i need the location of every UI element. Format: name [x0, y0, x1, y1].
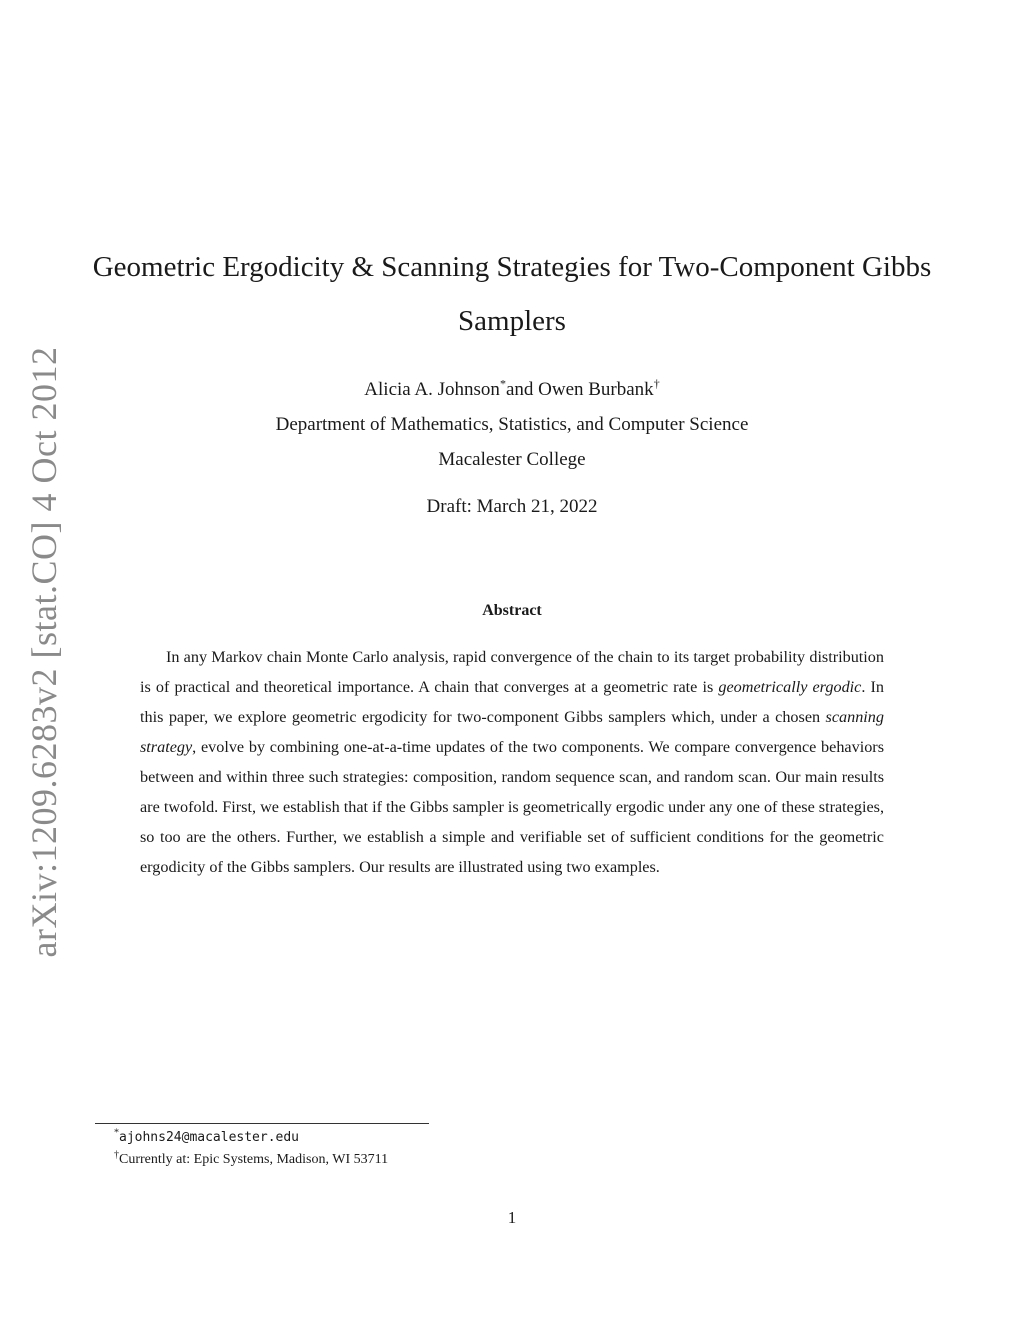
author-2-name: and Owen Burbank: [505, 379, 654, 400]
abstract-text-part-2: . In this paper, we explore geometric ergodicity for two-component Gibbs samplers which, under a chosen: [140, 678, 885, 726]
page-number: 1: [507, 1208, 517, 1227]
abstract-body: [140, 642, 884, 882]
footnote-separator: [95, 1123, 429, 1124]
arxiv-identifier-stamp: arXiv:1209.6283v2 [stat.CO] 4 Oct 2012: [24, 346, 64, 958]
footnote-1: [114, 1127, 388, 1149]
footnote-2-text: Currently at: Epic Systems, Madison, WI 53711: [119, 1152, 389, 1167]
authors-block: [80, 372, 944, 477]
author-1-footnote-mark: *: [499, 376, 506, 391]
paper-title: Geometric Ergodicity & Scanning Strategies for Two-Component Gibbs Samplers: [92, 251, 932, 337]
abstract-heading: Abstract: [482, 602, 542, 619]
institution-affiliation: Macalester College: [438, 449, 586, 470]
footnote-1-email: ajohns24@macalester.edu: [119, 1130, 300, 1145]
abstract-emphasis-geometrically-ergodic: geometrically ergodic: [718, 678, 862, 696]
abstract-emphasis-scanning-strategy: scanning strategy: [140, 708, 884, 756]
draft-date: Draft: March 21, 2022: [426, 496, 598, 517]
author-line: [80, 372, 944, 407]
footnote-2: [114, 1149, 388, 1171]
footnote-2-mark: †: [114, 1149, 119, 1161]
author-2-footnote-mark: †: [653, 376, 660, 391]
department-affiliation: Department of Mathematics, Statistics, and Computer Science: [275, 414, 749, 435]
footnote-1-mark: *: [114, 1127, 119, 1139]
abstract-text-part-1: In any Markov chain Monte Carlo analysis, rapid convergence of the chain to its target probability distribution is of practical and theoretical importance. A chain that converges at a geometric rate is: [140, 648, 884, 696]
author-1-name: Alicia A. Johnson: [364, 379, 500, 400]
footnotes: [114, 1127, 388, 1171]
abstract-text-part-3: , evolve by combining one-at-a-time updates of the two components. We compare convergence behaviors between and within three such strategies: composition, random sequence scan, and random scan. Our main results are twofold. First, we establish that if the Gibbs sampler is geometrically ergodic under any one of these strategies, so too are the others. Further, we establish a simple and verifiable set of sufficient conditions for the geometric ergodicity of the Gibbs samplers. Our results are illustrated using two examples.: [140, 738, 884, 876]
